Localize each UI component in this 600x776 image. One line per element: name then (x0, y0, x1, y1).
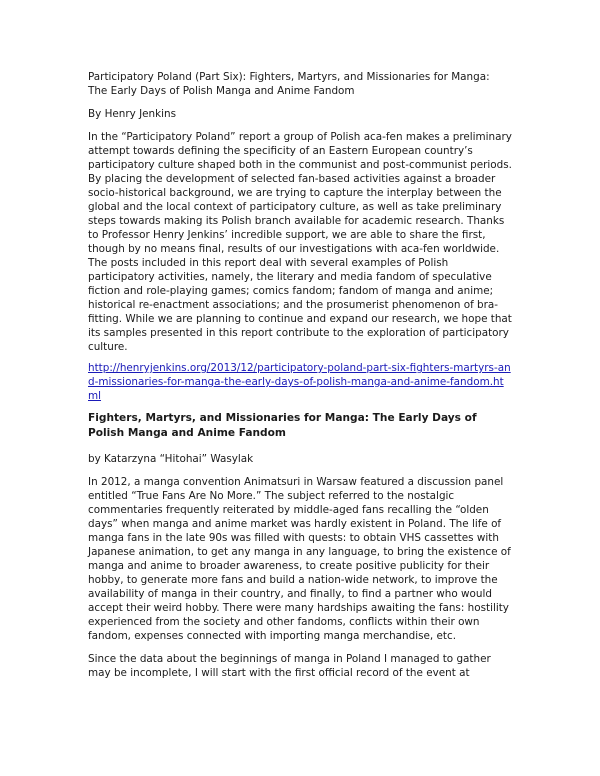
article-link[interactable]: http://henryjenkins.org/2013/12/participatory-poland-part-six-fighters-martyrs-and-missionaries-for-manga-the-early-days-of-polish-manga-and-anime-fandom.html (88, 362, 511, 402)
document-title: Participatory Poland (Part Six): Fighters, Martyrs, and Missionaries for Manga: The Early Days of Polish Manga and Anime Fandom (88, 71, 490, 97)
article-byline: by Katarzyna “Hitohai” Wasylak (88, 453, 254, 465)
intro-paragraph: In the “Participatory Poland” report a group of Polish aca-fen makes a preliminary attempt towards defining the specificity of an Eastern European country’s participatory culture shaped both in the communist and post-communist periods. By placing the development of selected fan-based activities against a broader socio-historical background, we are trying to capture the interplay between the global and the local context of participatory culture, as well as take preliminary steps towards making its Polish branch available for academic research. Thanks to Professor Henry Jenkins’ incredible support, we are able to share the first, though by no means final, results of our investigations with aca-fen worldwide. The posts included in this report deal with several examples of Polish participatory activities, namely, the literary and media fandom of speculative fiction and role-playing games; comics fandom; fandom of manga and anime; historical re-enactment associations; and the prosumerist phenomenon of bra-fitting. While we are planning to continue and expand our research, we hope that its samples presented in this report contribute to the exploration of participatory culture. (88, 131, 512, 353)
article-paragraph: In 2012, a manga convention Animatsuri in Warsaw featured a discussion panel entitled “True Fans Are No More.” The subject referred to the nostalgic commentaries frequently reiterated by middle-aged fans recalling the “olden days” when manga and anime market was hardly existent in Poland. The life of manga fans in the late 90s was filled with quests: to obtain VHS cassettes with Japanese animation, to get any manga in any language, to bring the existence of manga and anime to broader awareness, to create positive publicity for their hobby, to generate more fans and build a nation-wide network, to improve the availability of manga in their country, and finally, to find a partner who would accept their weird hobby. There were many hardships awaiting the fans: hostility experienced from the society and other fandoms, conflicts within their own fandom, expenses connected with importing manga merchandise, etc. (88, 476, 511, 642)
document-byline: By Henry Jenkins (88, 108, 177, 120)
article-heading: Fighters, Martyrs, and Missionaries for Manga: The Early Days of Polish Manga and Anime Fandom (88, 412, 477, 439)
article-paragraph-continued: Since the data about the beginnings of manga in Poland I managed to gather may be incomplete, I will start with the first official record of the event at (88, 653, 491, 679)
